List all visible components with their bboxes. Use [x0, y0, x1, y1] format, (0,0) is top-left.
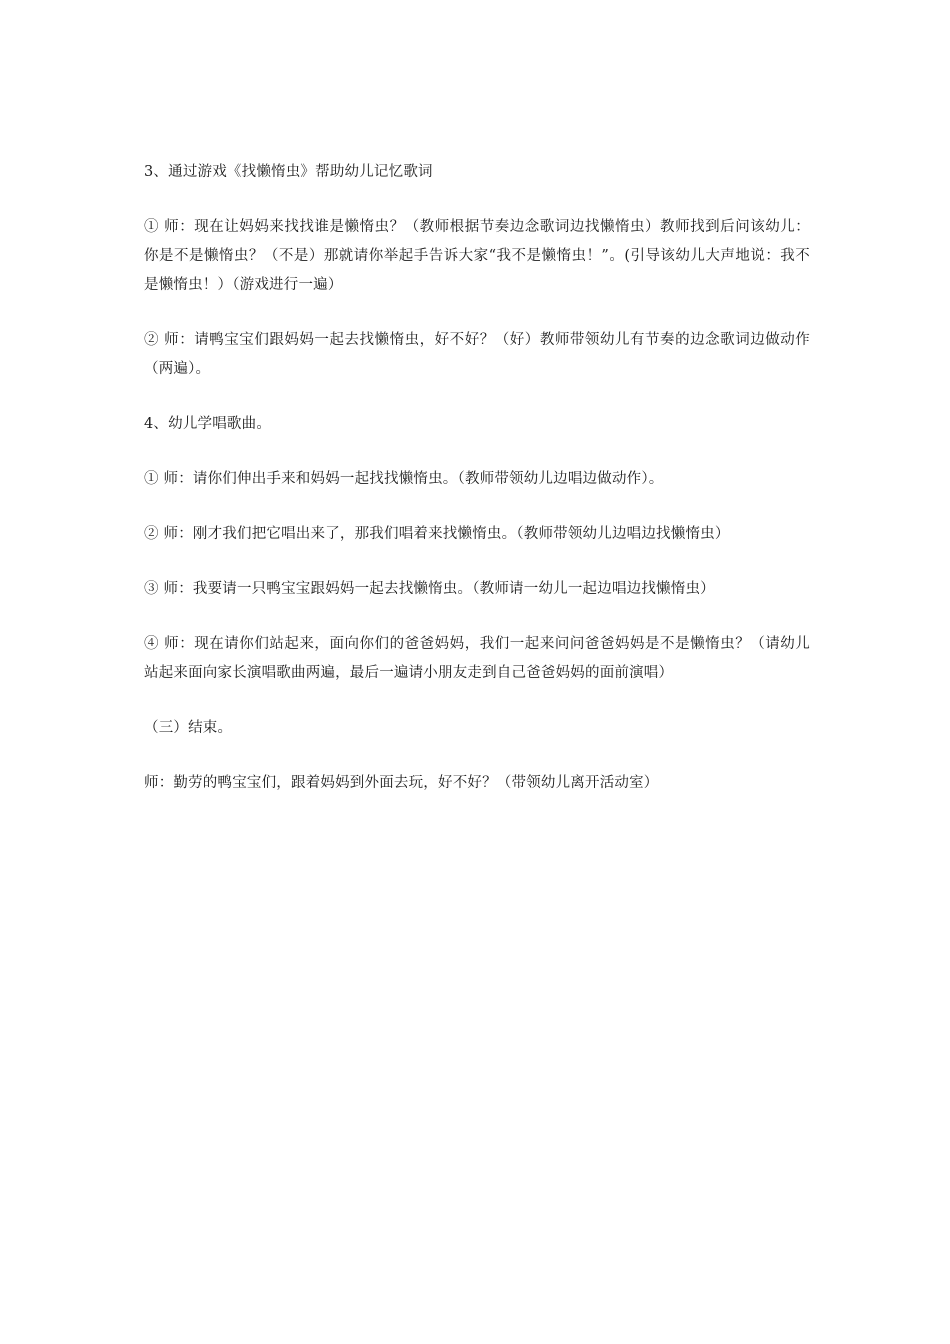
section-heading-game: 3、通过游戏《找懒惰虫》帮助幼儿记忆歌词 — [144, 164, 433, 180]
paragraph-song-step-1: ① 师：请你们伸出手来和妈妈一起找找懒惰虫。（教师带领幼儿边唱边做动作）。 — [144, 471, 664, 487]
section-heading-ending: （三）结束。 — [144, 720, 233, 736]
paragraph-step-2-ducklings-search: ② 师：请鸭宝宝们跟妈妈一起去找懒惰虫，好不好？（好）教师带领幼儿有节奏的边念歌词边做动作（两遍）。 — [144, 332, 810, 377]
paragraph-song-step-4: ④ 师：现在请你们站起来，面向你们的爸爸妈妈，我们一起来问问爸爸妈妈是不是懒惰虫？（请幼儿站起来面向家长演唱歌曲两遍，最后一遍请小朋友走到自己爸爸妈妈的面前演唱） — [144, 636, 810, 681]
paragraph-step-1-find-lazy-bug: ① 师：现在让妈妈来找找谁是懒惰虫？（教师根据节奏边念歌词边找懒惰虫）教师找到后问该幼儿：你是不是懒惰虫？（不是）那就请你举起手告诉大家“我不是懒惰虫！”。(引导该幼儿大声地说：我不是懒惰虫！）（游戏进行一遍） — [144, 219, 810, 293]
paragraph-closing: 师：勤劳的鸭宝宝们，跟着妈妈到外面去玩，好不好？（带领幼儿离开活动室） — [144, 775, 659, 791]
paragraph-song-step-2: ② 师：刚才我们把它唱出来了，那我们唱着来找懒惰虫。（教师带领幼儿边唱边找懒惰虫） — [144, 526, 730, 542]
section-heading-learn-song: 4、幼儿学唱歌曲。 — [144, 416, 272, 432]
document-body — [144, 158, 810, 824]
paragraph-song-step-3: ③ 师：我要请一只鸭宝宝跟妈妈一起去找懒惰虫。（教师请一幼儿一起边唱边找懒惰虫） — [144, 581, 715, 597]
